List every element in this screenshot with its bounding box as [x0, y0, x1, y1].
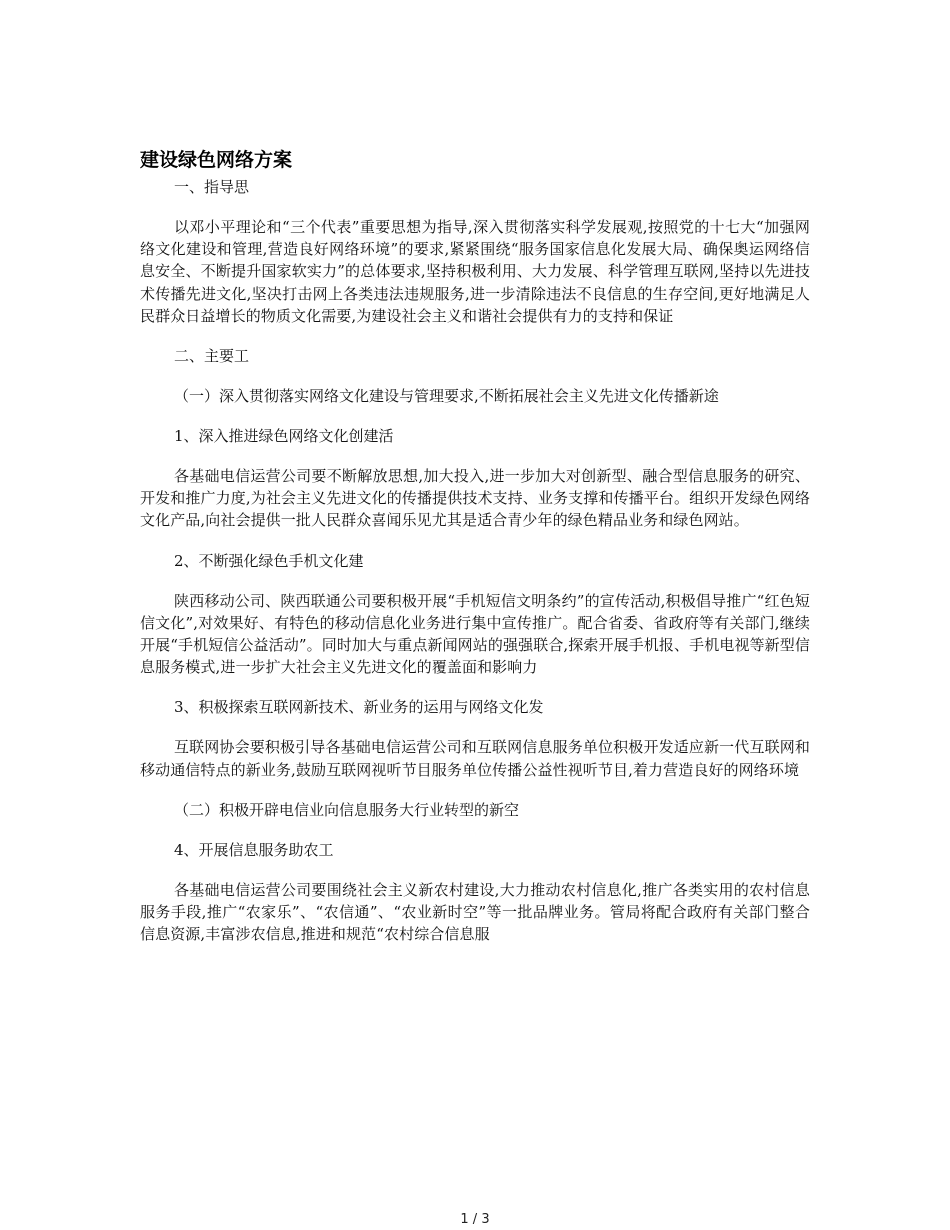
paragraph: 各基础电信运营公司要不断解放思想,加大投入,进一步加大对创新型、融合型信息服务的研究、开发和推广力度,为社会主义先进文化的传播提供技术支持、业务支撑和传播平台。组织开发绿色网络文化产品,向社会提供一批人民群众喜闻乐见尤其是适合青少年的绿色精品业务和绿色网站。: [140, 467, 810, 530]
page-indicator: 1 / 3: [460, 1212, 490, 1227]
section-heading: 一、指导思: [174, 178, 250, 196]
paragraph: 陕西移动公司、陕西联通公司要积极开展“手机短信文明条约”的宣传活动,积极倡导推广“红色短信文化”,对效果好、有特色的移动信息化业务进行集中宣传推广。配合省委、省政府等有关部门,继续开展“手机短信公益活动”。同时加大与重点新闻网站的强强联合,探索开展手机报、手机电视等新型信息服务模式,进一步扩大社会主义先进文化的覆盖面和影响力: [140, 591, 810, 677]
paragraph: 互联网协会要积极引导各基础电信运营公司和互联网信息服务单位积极开发适应新一代互联网和移动通信特点的新业务,鼓励互联网视听节目服务单位传播公益性视听节目,着力营造良好的网络环境: [140, 738, 810, 779]
item-heading: 3、积极探索互联网新技术、新业务的运用与网络文化发: [174, 698, 544, 717]
item-heading: 4、开展信息服务助农工: [174, 840, 334, 859]
subsection-heading: （二）积极开辟电信业向信息服务大行业转型的新空: [174, 800, 520, 819]
section-heading: 二、主要工: [174, 347, 250, 366]
document-title: 建设绿色网络方案: [140, 149, 293, 171]
document-page: [140, 146, 810, 963]
item-heading: 1、深入推进绿色网络文化创建活: [174, 427, 394, 446]
paragraph: 各基础电信运营公司要围绕社会主义新农村建设,大力推动农村信息化,推广各类实用的农村信息服务手段,推广“农家乐”、“农信通”、“农业新时空”等一批品牌业务。管局将配合政府有关部门整合信息资源,丰富涉农信息,推进和规范“农村综合信息服: [140, 880, 810, 944]
paragraph: 以邓小平理论和“三个代表”重要思想为指导,深入贯彻落实科学发展观,按照党的十七大“加强网络文化建设和管理,营造良好网络环境”的要求,紧紧围绕“服务国家信息化发展大局、确保奥运网络信息安全、不断提升国家软实力”的总体要求,坚持积极利用、大力发展、科学管理互联网,坚持以先进技术传播先进文化,坚决打击网上各类违法违规服务,进一步清除违法不良信息的生存空间,更好地满足人民群众日益增长的物质文化需要,为建设社会主义和谐社会提供有力的支持和保证: [140, 218, 810, 325]
subsection-heading: （一）深入贯彻落实网络文化建设与管理要求,不断拓展社会主义先进文化传播新途: [174, 387, 719, 406]
item-heading: 2、不断强化绿色手机文化建: [174, 551, 364, 570]
